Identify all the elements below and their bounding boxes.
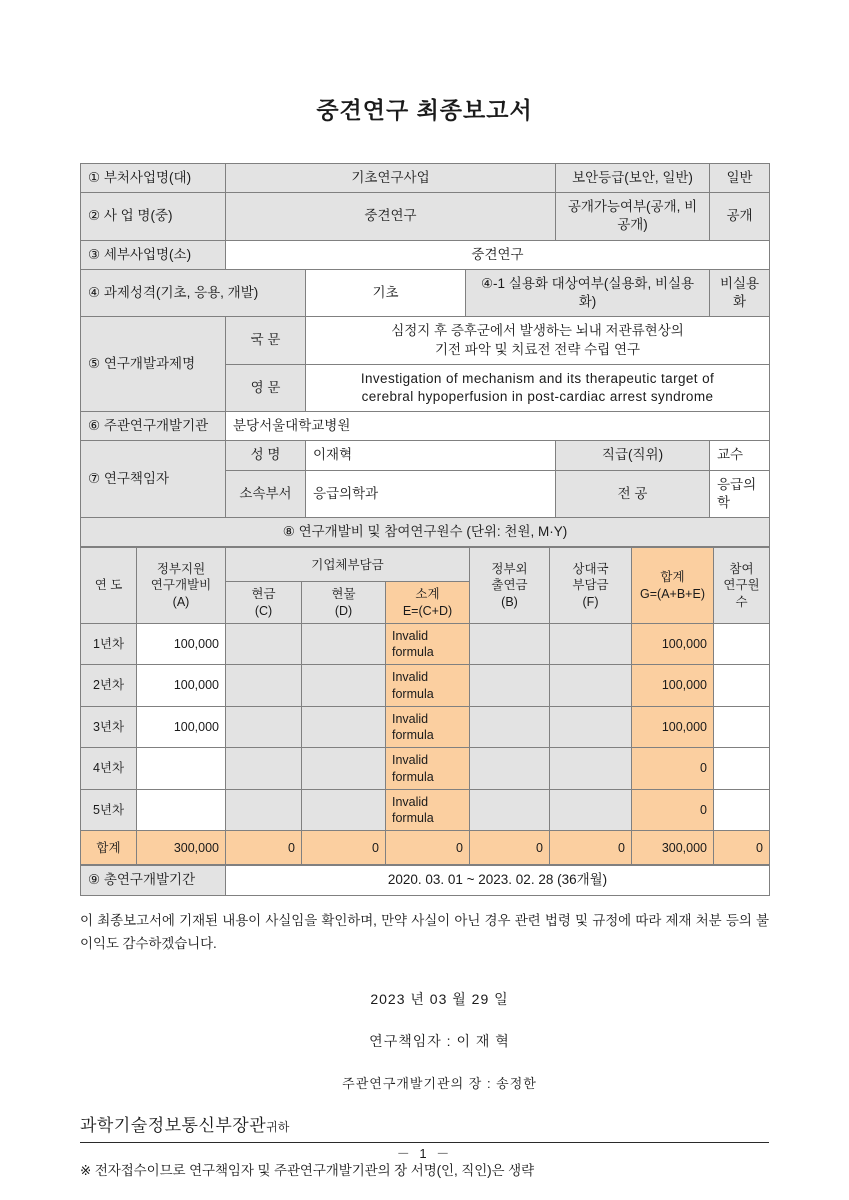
korean-title-line2: 기전 파악 및 치료전 전략 수립 연구 <box>434 341 641 357</box>
cell-researchers <box>714 789 770 831</box>
table-row-sub-program <box>81 240 770 269</box>
cell-subtotal: Invalid formula <box>386 789 470 831</box>
table-row-ministry-program <box>81 164 770 193</box>
english-title-line2: cerebral hypoperfusion in post-cardiac arrest syndrome <box>361 388 714 404</box>
cell-nongov <box>470 748 550 790</box>
table-row <box>81 623 770 665</box>
header-company-contribution: 기업체부담금 <box>226 548 470 582</box>
label-disclosure: 공개가능여부(공개, 비공개) <box>556 193 710 240</box>
cell-inkind <box>302 789 386 831</box>
header-partner-l2: 부담금 <box>572 578 609 593</box>
cell-partner <box>550 706 632 748</box>
cell-nongov <box>470 789 550 831</box>
header-grand-total <box>632 548 714 624</box>
label-principal-investigator: ⑦ 연구책임자 <box>81 441 226 518</box>
cell-nongov <box>470 665 550 707</box>
cell-researchers <box>714 706 770 748</box>
signature-principal-investigator: 연구책임자 : 이 재 혁 <box>369 1032 510 1049</box>
value-host-institution: 분당서울대학교병원 <box>226 412 770 441</box>
cell-total-subtotal: 0 <box>386 831 470 865</box>
cell-nongov <box>470 706 550 748</box>
header-subtotal-l1: 소계 <box>415 587 440 602</box>
project-period-table <box>80 865 770 895</box>
table-row <box>81 789 770 831</box>
cell-partner <box>550 665 632 707</box>
table-row-host-institution <box>81 412 770 441</box>
cell-total: 0 <box>632 789 714 831</box>
label-pi-position: 직급(직위) <box>556 441 710 470</box>
cell-total: 100,000 <box>632 706 714 748</box>
page-title: 중견연구 최종보고서 <box>316 97 533 123</box>
signature-date: 2023 년 03 월 29 일 <box>370 990 509 1007</box>
label-commercialization: ④-1 실용화 대상여부(실용화, 비실용화) <box>466 269 710 316</box>
value-english-title <box>306 364 770 411</box>
cell-cash <box>226 623 302 665</box>
header-inkind-l2: (D) <box>334 603 353 618</box>
header-nongov-fund <box>470 548 550 624</box>
header-partner-country <box>550 548 632 624</box>
header-cash-l1: 현금 <box>251 587 276 602</box>
table-row-project-nature <box>81 269 770 316</box>
addressee-block <box>80 1111 769 1143</box>
cell-year: 4년차 <box>81 748 137 790</box>
label-security-grade: 보안등급(보안, 일반) <box>556 164 710 193</box>
cell-gov-support: 100,000 <box>137 706 226 748</box>
cell-total-partner: 0 <box>550 831 632 865</box>
value-ministry-program: 기초연구사업 <box>226 164 556 193</box>
cell-inkind <box>302 665 386 707</box>
cell-researchers <box>714 748 770 790</box>
value-korean-title <box>306 317 770 364</box>
cell-total-gov: 300,000 <box>137 831 226 865</box>
label-project-title: ⑤ 연구개발과제명 <box>81 317 226 412</box>
table-row-title-korean <box>81 317 770 364</box>
cell-year: 1년차 <box>81 623 137 665</box>
cell-gov-support <box>137 789 226 831</box>
table-row <box>81 706 770 748</box>
header-gov-support-l1: 정부지원 <box>156 562 206 577</box>
header-researchers-l2: 연구원수 <box>723 578 760 609</box>
signature-institution-head: 주관연구개발기관의 장 : 송정한 <box>342 1075 537 1091</box>
cell-cash <box>226 665 302 707</box>
cell-subtotal: Invalid formula <box>386 665 470 707</box>
value-disclosure: 공개 <box>710 193 770 240</box>
cell-cash <box>226 748 302 790</box>
header-inkind-l1: 현물 <box>331 587 356 602</box>
table-row <box>81 665 770 707</box>
finance-header-row-1 <box>81 548 770 582</box>
value-pi-major: 응급의학 <box>710 470 770 517</box>
label-pi-major: 전 공 <box>556 470 710 517</box>
table-row-pi-name <box>81 441 770 470</box>
project-info-table <box>80 163 770 547</box>
signature-block <box>80 978 769 1103</box>
cell-total-inkind: 0 <box>302 831 386 865</box>
cell-total-label: 합계 <box>81 831 137 865</box>
value-program-name: 중견연구 <box>226 193 556 240</box>
label-program-name: ② 사 업 명(중) <box>81 193 226 240</box>
addressee-title: 과학기술정보통신부장관 <box>80 1115 267 1135</box>
header-researchers <box>714 548 770 624</box>
finance-total-row <box>81 831 770 865</box>
label-ministry-program: ① 부처사업명(대) <box>81 164 226 193</box>
table-row-finance-section-title <box>81 518 770 547</box>
header-total-l2: G=(A+B+E) <box>640 586 705 601</box>
cell-subtotal: Invalid formula <box>386 748 470 790</box>
finance-table <box>80 547 770 865</box>
page-number-footer: － 1 － <box>396 1146 453 1161</box>
header-gov-support-l2: 연구개발비 <box>150 578 212 593</box>
cell-subtotal: Invalid formula <box>386 623 470 665</box>
value-project-nature: 기초 <box>306 269 466 316</box>
english-title-line1: Investigation of mechanism and its therapeutic target of <box>360 370 715 386</box>
cell-inkind <box>302 748 386 790</box>
declaration-text: 이 최종보고서에 기재된 내용이 사실임을 확인하며, 만약 사실이 아닌 경우 관련 법령 및 규정에 따라 제재 처분 등의 불이익도 감수하겠습니다. <box>80 912 769 952</box>
cell-researchers <box>714 623 770 665</box>
table-row-program-name <box>81 193 770 240</box>
table-row-project-period <box>81 866 770 895</box>
label-korean-title: 국 문 <box>226 317 306 364</box>
label-english-title: 영 문 <box>226 364 306 411</box>
cell-nongov <box>470 623 550 665</box>
header-partner-l3: (F) <box>582 594 599 609</box>
header-year: 연 도 <box>81 548 137 624</box>
cell-gov-support <box>137 748 226 790</box>
label-pi-department: 소속부서 <box>226 470 306 517</box>
cell-researchers <box>714 665 770 707</box>
header-researchers-l1: 참여 <box>729 562 754 577</box>
value-commercialization: 비실용화 <box>710 269 770 316</box>
value-pi-position: 교수 <box>710 441 770 470</box>
cell-year: 2년차 <box>81 665 137 707</box>
header-cash <box>226 582 302 624</box>
label-pi-name: 성 명 <box>226 441 306 470</box>
cell-gov-support: 100,000 <box>137 665 226 707</box>
header-nongov-l1: 정부외 <box>491 562 528 577</box>
header-cash-l2: (C) <box>254 603 273 618</box>
header-subtotal-l2: E=(C+D) <box>402 603 453 618</box>
cell-partner <box>550 748 632 790</box>
cell-subtotal: Invalid formula <box>386 706 470 748</box>
header-subtotal <box>386 582 470 624</box>
cell-gov-support: 100,000 <box>137 623 226 665</box>
cell-total: 100,000 <box>632 623 714 665</box>
cell-year: 3년차 <box>81 706 137 748</box>
addressee-suffix: 귀하 <box>266 1119 290 1134</box>
header-partner-l1: 상대국 <box>572 562 609 577</box>
header-gov-support <box>137 548 226 624</box>
cell-total-grand: 300,000 <box>632 831 714 865</box>
cell-total-researchers: 0 <box>714 831 770 865</box>
value-pi-department: 응급의학과 <box>306 470 556 517</box>
cell-total-nongov: 0 <box>470 831 550 865</box>
header-inkind <box>302 582 386 624</box>
cell-inkind <box>302 623 386 665</box>
value-pi-name: 이재혁 <box>306 441 556 470</box>
cell-cash <box>226 706 302 748</box>
header-nongov-l2: 출연금 <box>491 578 528 593</box>
value-project-period: 2020. 03. 01 ~ 2023. 02. 28 (36개월) <box>226 866 770 895</box>
value-security-grade: 일반 <box>710 164 770 193</box>
header-total-l1: 합계 <box>660 570 685 585</box>
cell-cash <box>226 789 302 831</box>
label-project-nature: ④ 과제성격(기초, 응용, 개발) <box>81 269 306 316</box>
cell-inkind <box>302 706 386 748</box>
cell-total-cash: 0 <box>226 831 302 865</box>
table-row <box>81 748 770 790</box>
label-sub-program: ③ 세부사업명(소) <box>81 240 226 269</box>
finance-section-title: ⑧ 연구개발비 및 참여연구원수 (단위: 천원, M·Y) <box>81 518 770 547</box>
header-nongov-l3: (B) <box>501 594 518 609</box>
cell-year: 5년차 <box>81 789 137 831</box>
electronic-submission-note: ※ 전자접수이므로 연구책임자 및 주관연구개발기관의 장 서명(인, 직인)은 생략 <box>80 1162 535 1178</box>
cell-total: 0 <box>632 748 714 790</box>
value-sub-program: 중견연구 <box>226 240 770 269</box>
header-gov-support-l3: (A) <box>172 594 190 609</box>
cell-total: 100,000 <box>632 665 714 707</box>
label-host-institution: ⑥ 주관연구개발기관 <box>81 412 226 441</box>
addressee-line <box>80 1111 769 1136</box>
label-project-period: ⑨ 총연구개발기간 <box>81 866 226 895</box>
cell-partner <box>550 623 632 665</box>
korean-title-line1: 심정지 후 증후군에서 발생하는 뇌내 저관류현상의 <box>391 323 684 339</box>
cell-partner <box>550 789 632 831</box>
